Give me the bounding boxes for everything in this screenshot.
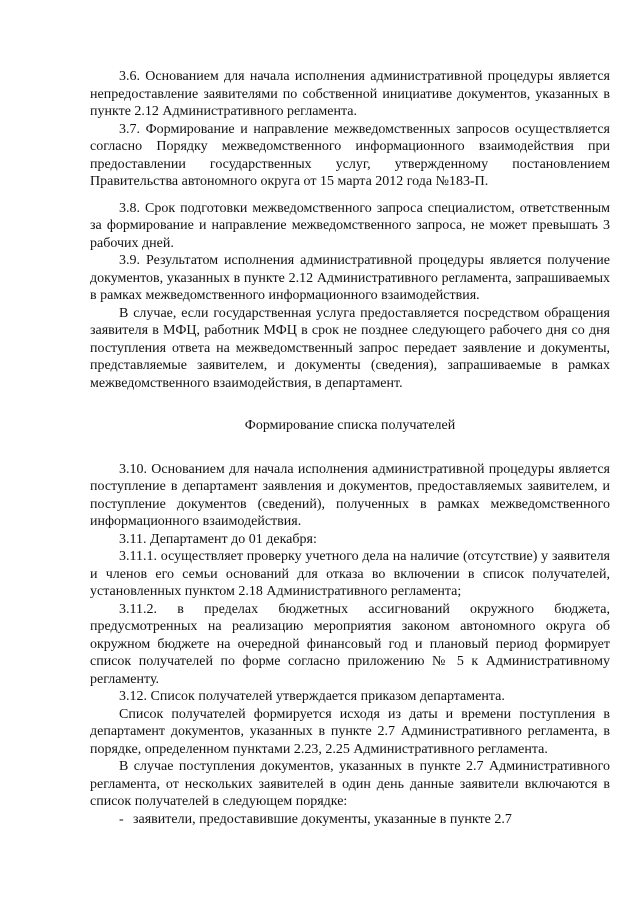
paragraph-list-order: Список получателей формируется исходя из даты и времени поступления в департамент документов, указанных в пункте 2.7 Административного регламента, в порядке, определенном пунктами 2.23, 2.25 Административного регламента.	[90, 706, 610, 757]
paragraph-3-11-1: 3.11.1. осуществляет проверку учетного дела на наличие (отсутствие) у заявителя и членов его семьи оснований для отказа во включении в список получателей, установленных пунктом 2.18 Административного регламента;	[90, 549, 610, 599]
paragraph-same-day: В случае поступления документов, указанных в пункте 2.7 Административного регламента, от нескольких заявителей в один день данные заявители включаются в список получателей в следующем порядке:	[90, 759, 610, 809]
paragraph-3-12: 3.12. Список получателей утверждается приказом департамента.	[119, 689, 505, 704]
bullet-dash: -	[119, 811, 124, 827]
paragraph-mfc: В случае, если государственная услуга предоставляется посредством обращения заявителя в МФЦ, работник МФЦ в срок не позднее следующего рабочего дня со дня поступления ответа на межведомственный запрос передает заявление и документы, представляемые заявителем, и документы (сведения), запрашиваемые в рамках межведомственного взаимодействия, в департамент.	[90, 305, 610, 391]
bullet-list-item	[90, 811, 610, 829]
bullet-text: заявители, предоставившие документы, указанные в пункте 2.7	[133, 811, 512, 827]
paragraph-3-9: 3.9. Результатом исполнения административной процедуры является получение документов, указанных в пункте 2.12 Административного регламента, запрашиваемых в рамках межведомственного информационного взаимодействия.	[90, 253, 610, 303]
paragraph-3-7: 3.7. Формирование и направление межведомственных запросов осуществляется согласно Порядку межведомственного информационного взаимодействия при предоставлении государственных услуг, утвержденному постановлением Правительства автономного округа от 15 марта 2012 года №183-П.	[90, 121, 610, 189]
paragraph-3-11: 3.11. Департамент до 01 декабря:	[119, 531, 317, 547]
paragraph-3-10: 3.10. Основанием для начала исполнения административной процедуры является поступление в департамент заявления и документов, предоставляемых заявителем, и поступление документов (сведений), полученных в рамках межведомственного информационного взаимодействия.	[90, 461, 610, 529]
paragraph-3-8: 3.8. Срок подготовки межведомственного запроса специалистом, ответственным за формирование и направление межведомственного запроса, не может превышать 3 рабочих дней.	[90, 200, 610, 251]
paragraph-3-6: 3.6. Основанием для начала исполнения административной процедуры является непредоставление заявителями по собственной инициативе документов, указанных в пункте 2.12 Административного регламента.	[90, 69, 610, 119]
document-page	[90, 68, 610, 828]
paragraph-gap	[90, 191, 610, 200]
paragraph-3-11-2: 3.11.2. в пределах бюджетных ассигнований окружного бюджета, предусмотренных на реализацию мероприятия законом автономного округа об окружном бюджете на очередной финансовый год и плановый период формирует список получателей по форме согласно приложению № 5 к Административному регламенту.	[90, 601, 610, 687]
section-heading: Формирование списка получателей	[244, 418, 456, 433]
